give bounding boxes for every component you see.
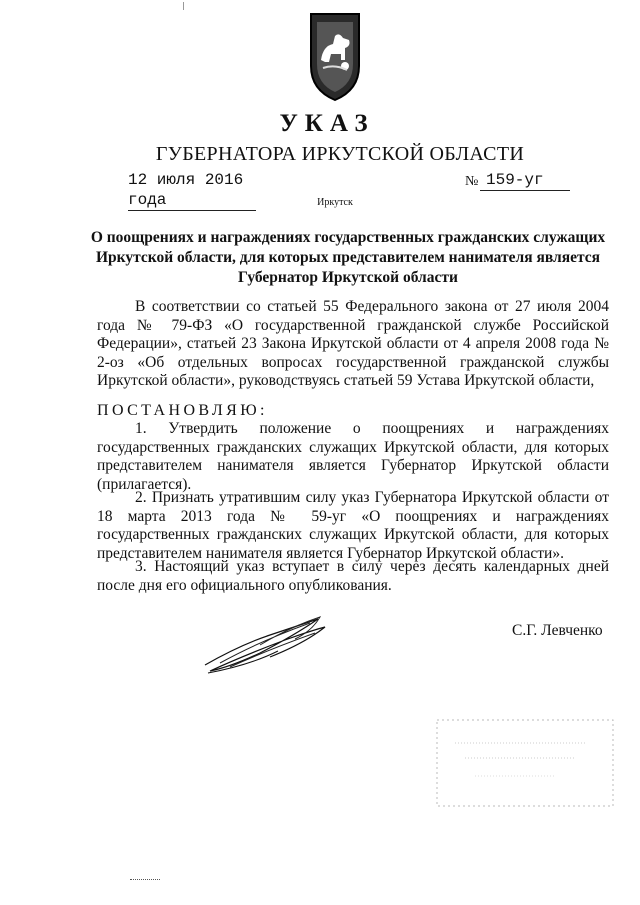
decree-date: 12 июля 2016 года [128,170,256,211]
coat-of-arms-icon [305,8,365,104]
registration-stamp-icon [435,718,615,808]
decree-heading: О поощрениях и награждениях государственных гражданских служащих Иркутской области, для которых представителем нанимателя является Губернатор Иркутской области [90,229,606,286]
preamble-paragraph: В соответствии со статьей 55 Федерального закона от 27 июля 2004 года № 79-ФЗ «О государственной гражданской службе Российской Федерации», статьей 23 Закона Иркутской области от 4 апреля 2008 года № 2-оз «Об отдельных вопросах государственной гражданской службы Иркутской области», руководствуясь статьей 59 Устава Иркутской области, [97,298,609,390]
decree-item-2: 2. Признать утратившим силу указ Губернатора Иркутской области от 18 марта 2013 года № 59-уг «О поощрениях и награждениях государственных гражданских служащих Иркутской области, для которых представителем нанимателя является Губернатор Иркутской области». [97,489,609,562]
decree-number: 159-уг [486,171,544,189]
decree-issuer: ГУБЕРНАТОРА ИРКУТСКОЙ ОБЛАСТИ [155,143,525,165]
decree-item-1: 1. Утвердить положение о поощрениях и награждениях государственных гражданских служащих Иркутской области, для которых представителем нанимателя является Губернатор Иркутской области (прилагается). [97,420,609,493]
decree-item-3: 3. Настоящий указ вступает в силу через десять календарных дней после дня его официального опубликования. [97,558,609,594]
number-sign: № [465,174,479,189]
decree-number-field [480,170,570,191]
handwritten-signature-icon [200,605,350,680]
decree-word: ПОСТАНОВЛЯЮ: [97,402,268,419]
signer-name: С.Г. Левченко [512,622,603,639]
margin-mark [183,2,184,10]
decree-title: УКАЗ [279,110,375,137]
decree-city: Иркутск [317,197,353,208]
bottom-mark [130,879,160,880]
